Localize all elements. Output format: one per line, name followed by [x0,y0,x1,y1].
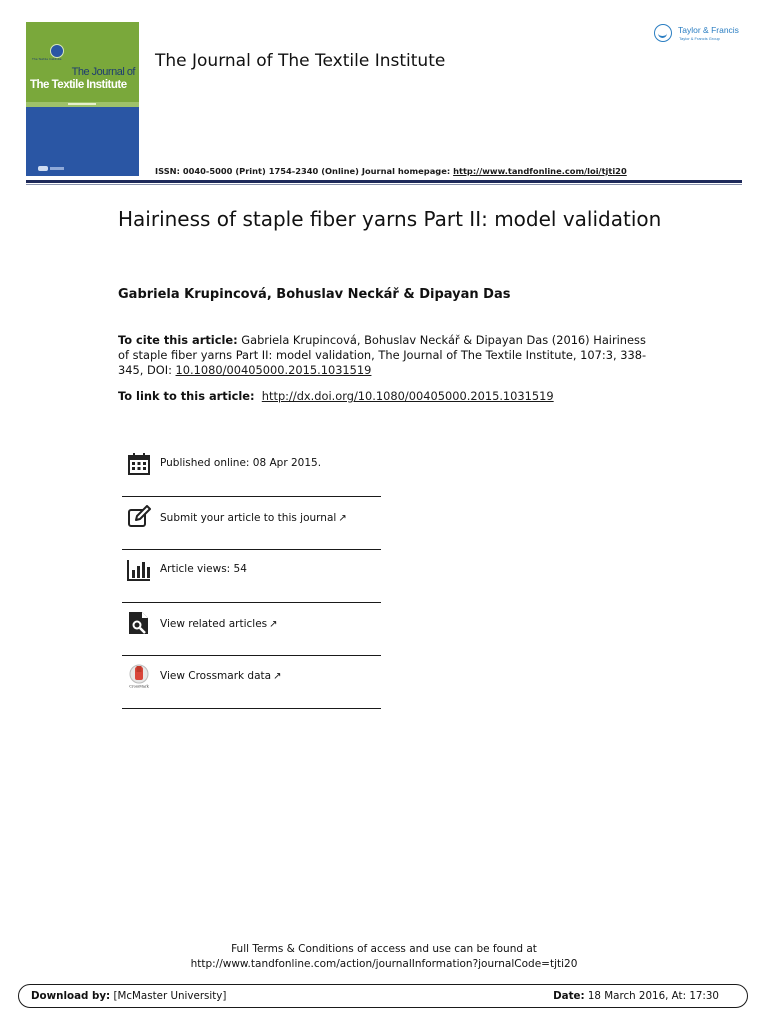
related-articles-label: View related articles [160,618,268,630]
cover-crest-icon [50,44,64,58]
external-link-icon: ↗ [338,513,347,524]
terms-url[interactable]: http://www.tandfonline.com/action/journalInformation?journalCode=tjti20 [190,958,578,970]
issn-line [155,166,627,176]
cite-doi-link[interactable]: 10.1080/00405000.2015.1031519 [175,363,372,377]
cover-logo-text [50,167,64,170]
external-link-icon: ↗ [269,619,278,630]
crossmark-link[interactable] [160,670,281,682]
crossmark-icon [127,664,151,688]
related-articles-item[interactable] [122,603,381,656]
submit-article-label: Submit your article to this journal [160,512,337,524]
journal-cover-image [26,22,139,176]
cover-title-line1: The Journal of [71,66,135,78]
download-label: Download by: [31,990,111,1002]
article-doi-link[interactable]: http://dx.doi.org/10.1080/00405000.2015.1031519 [261,389,554,403]
cover-publisher-text: The Textile Institute [32,57,62,61]
date-label: Date: [553,990,585,1002]
cite-text: Gabriela Krupincová, Bohuslav Neckář & Dipayan Das (2016) Hairiness of staple fiber yarns Part II: model validation, The Journal of The Textile Institute, 107:3, 338-345, DOI: [118,333,647,377]
bar-chart-icon [127,558,151,582]
taylor-francis-icon [654,24,672,42]
cover-strip [26,102,139,107]
date-value: 18 March 2016, At: 17:30 [584,990,719,1002]
terms-line1: Full Terms & Conditions of access and use can be found at [231,943,537,955]
download-info-bar [18,984,748,1008]
published-online-text: Published online: 08 Apr 2015. [160,457,322,469]
crossmark-label: View Crossmark data [160,670,272,682]
submit-article-item[interactable] [122,497,381,550]
header-rule [26,180,742,183]
article-info-list [122,442,381,709]
citation-block [118,333,658,378]
journal-title: The Journal of The Textile Institute [155,51,446,71]
article-views-item [122,550,381,603]
publisher-name: Taylor & Francis [678,25,739,35]
journal-homepage-link[interactable]: http://www.tandfonline.com/loi/tjti20 [453,166,627,176]
download-date [553,990,719,1002]
calendar-icon [127,452,151,476]
published-online-item [122,442,381,497]
crossmark-item[interactable] [122,656,381,709]
cover-title-line2: The Textile Institute [30,79,127,91]
submit-article-link[interactable] [160,512,347,524]
download-by [31,990,226,1002]
link-label: To link to this article: [118,389,255,403]
article-title: Hairiness of staple fiber yarns Part II: model validation [118,207,662,231]
article-link-line [118,389,554,403]
terms-notice [0,942,768,972]
taylor-francis-logo[interactable] [654,22,754,48]
publisher-group: Taylor & Francis Group [679,36,720,41]
document-search-icon [127,611,151,635]
cover-logo-mark [38,166,48,171]
header-rule-thin [26,184,742,185]
issn-text: ISSN: 0040-5000 (Print) 1754-2340 (Online) Journal homepage: [155,166,454,176]
article-authors: Gabriela Krupincová, Bohuslav Neckář & Dipayan Das [118,287,511,302]
related-articles-link[interactable] [160,618,278,630]
edit-icon [127,505,151,529]
crossmark-logo-text: CrossMark [129,684,149,688]
article-views-text: Article views: 54 [160,563,247,575]
cite-label: To cite this article: [118,333,238,347]
download-value: [McMaster University] [110,990,227,1002]
external-link-icon: ↗ [273,671,282,682]
